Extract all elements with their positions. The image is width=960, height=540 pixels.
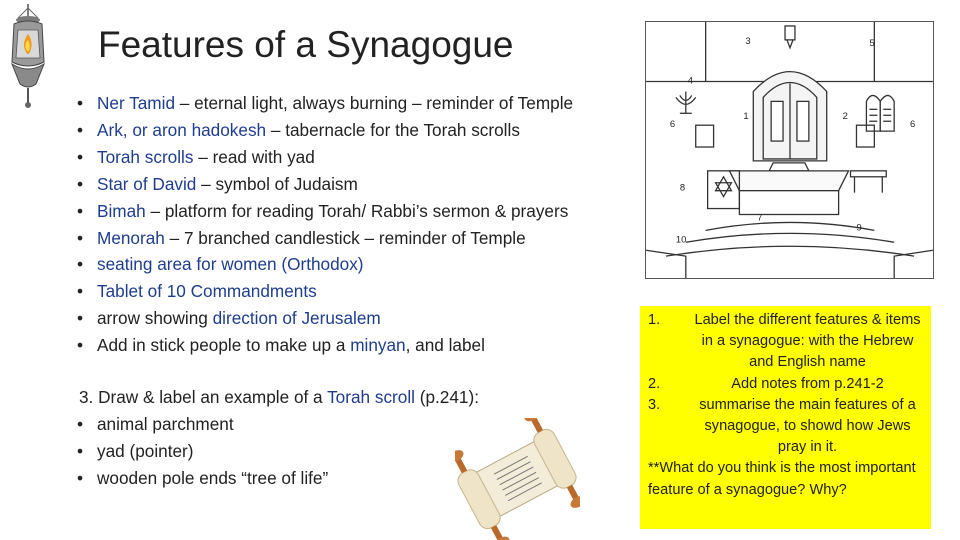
list-item: • yad (pointer): [74, 438, 479, 465]
task-list: [648, 310, 925, 458]
diagram-label: 3: [745, 34, 751, 46]
features-list: [74, 90, 634, 359]
diagram-label: 9: [856, 221, 862, 233]
list-item: • Bimah – platform for reading Torah/ Rabbi’s sermon & prayers: [74, 198, 634, 225]
list-item: • Star of David – symbol of Judaism: [74, 171, 634, 198]
list-item: • Tablet of 10 Commandments: [74, 278, 634, 305]
list-item: • arrow showing direction of Jerusalem: [74, 305, 634, 332]
list-item: • Menorah – 7 branched candlestick – reminder of Temple: [74, 225, 634, 252]
slide-title: Features of a Synagogue: [98, 24, 514, 65]
diagram-label: 2: [842, 110, 848, 122]
diagram-label: 6: [669, 118, 676, 130]
list-item: • Ark, or aron hadokesh – tabernacle for the Torah scrolls: [74, 117, 634, 144]
section-heading: 3. Draw & label an example of a Torah scroll (p.241):: [79, 387, 479, 407]
list-item: • Torah scrolls – read with yad: [74, 144, 634, 171]
discussion-question: **What do you think is the most important feature of a synagogue? Why?: [648, 460, 916, 498]
list-item: 3. summarise the main features of a synagogue, to showd how Jews pray in it.: [648, 396, 916, 456]
torah-scroll-image: [455, 418, 580, 540]
diagram-label: 4: [687, 74, 694, 86]
list-item: • seating area for women (Orthodox): [74, 251, 634, 278]
ner-tamid-lamp-image: [6, 4, 50, 108]
task-box: [640, 306, 931, 529]
diagram-label: 10: [675, 233, 687, 245]
list-item: 2. Add notes from p.241-2: [648, 375, 884, 392]
diagram-label: 6: [910, 118, 916, 130]
list-item: • wooden pole ends “tree of life”: [74, 465, 479, 492]
list-item: • animal parchment: [74, 411, 479, 438]
diagram-label: 8: [679, 181, 686, 193]
list-item: 1. Label the different features & items in a synagogue: with the Hebrew and English name: [648, 312, 921, 371]
torah-scroll-list: [74, 411, 479, 492]
diagram-label: 7: [757, 211, 763, 223]
list-item: • Ner Tamid – eternal light, always burning – reminder of Temple: [74, 90, 634, 117]
diagram-label: 1: [743, 110, 749, 122]
synagogue-diagram: [645, 21, 934, 279]
list-item: • Add in stick people to make up a minyan, and label: [74, 332, 634, 359]
diagram-label: 5: [869, 36, 875, 48]
torah-scroll-section: [74, 384, 479, 492]
